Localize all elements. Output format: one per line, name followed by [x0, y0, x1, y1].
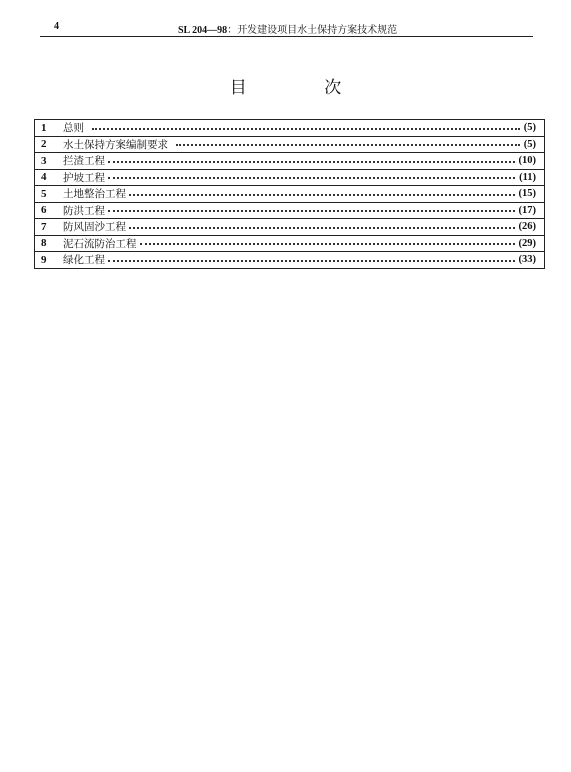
- toc-entry-number: 3: [41, 154, 47, 167]
- toc-entry[interactable]: [34, 251, 545, 269]
- dot-leader: [92, 128, 520, 130]
- toc-entry-number: 7: [41, 220, 47, 233]
- toc-entry-label: 泥石流防治工程: [63, 237, 137, 250]
- toc-entry-page: (29): [518, 237, 536, 249]
- toc-entry[interactable]: [34, 185, 545, 203]
- standard-code: SL 204—98: [178, 25, 228, 36]
- toc-entry-number: 9: [41, 253, 47, 266]
- toc-entry-page: (11): [519, 171, 536, 183]
- toc-entry[interactable]: [34, 169, 545, 187]
- toc-entry-number: 5: [41, 187, 47, 200]
- toc-entry-label: 水土保持方案编制要求: [63, 138, 168, 151]
- dot-leader: [140, 243, 515, 245]
- toc-entry[interactable]: [34, 218, 545, 236]
- page-header: [40, 20, 533, 37]
- toc-heading: 目 次: [229, 78, 378, 98]
- toc-entry-label: 绿化工程: [63, 254, 105, 267]
- toc-entry[interactable]: [34, 136, 545, 154]
- toc-entry-label: 防洪工程: [63, 204, 105, 217]
- toc-entry-page: (5): [523, 138, 536, 150]
- dot-leader: [108, 260, 515, 262]
- toc-entry-page: (15): [518, 188, 536, 200]
- toc-entry-page: (10): [518, 155, 536, 167]
- toc-entry[interactable]: [34, 202, 545, 220]
- toc-entry-page: (5): [523, 122, 536, 134]
- toc-entry-number: 2: [41, 138, 47, 151]
- toc-entry-label: 护坡工程: [63, 171, 105, 184]
- dot-leader: [176, 144, 520, 146]
- title-separator: ：: [227, 25, 238, 36]
- page-number: 4: [54, 21, 59, 32]
- table-of-contents: [34, 119, 545, 269]
- toc-entry-page: (26): [518, 221, 536, 233]
- dot-leader: [129, 227, 515, 229]
- toc-entry-number: 6: [41, 204, 47, 217]
- toc-entry-label: 拦渣工程: [63, 155, 105, 168]
- toc-entry-label: 土地整治工程: [63, 188, 126, 201]
- document-title: 开发建设项目水土保持方案技术规范: [237, 25, 398, 36]
- dot-leader: [108, 177, 515, 179]
- dot-leader: [108, 161, 515, 163]
- dot-leader: [108, 210, 515, 212]
- toc-entry-number: 4: [41, 171, 47, 184]
- toc-entry[interactable]: [34, 235, 545, 253]
- toc-entry-page: (33): [518, 254, 536, 266]
- dot-leader: [129, 194, 515, 196]
- toc-entry-number: 8: [41, 237, 47, 250]
- running-title: [178, 21, 397, 36]
- toc-entry[interactable]: [34, 152, 545, 170]
- toc-entry-number: 1: [41, 121, 47, 134]
- toc-entry-label: 防风固沙工程: [63, 221, 126, 234]
- toc-entry-label: 总则: [63, 122, 84, 135]
- toc-entry-page: (17): [518, 204, 536, 216]
- toc-entry[interactable]: [34, 119, 545, 137]
